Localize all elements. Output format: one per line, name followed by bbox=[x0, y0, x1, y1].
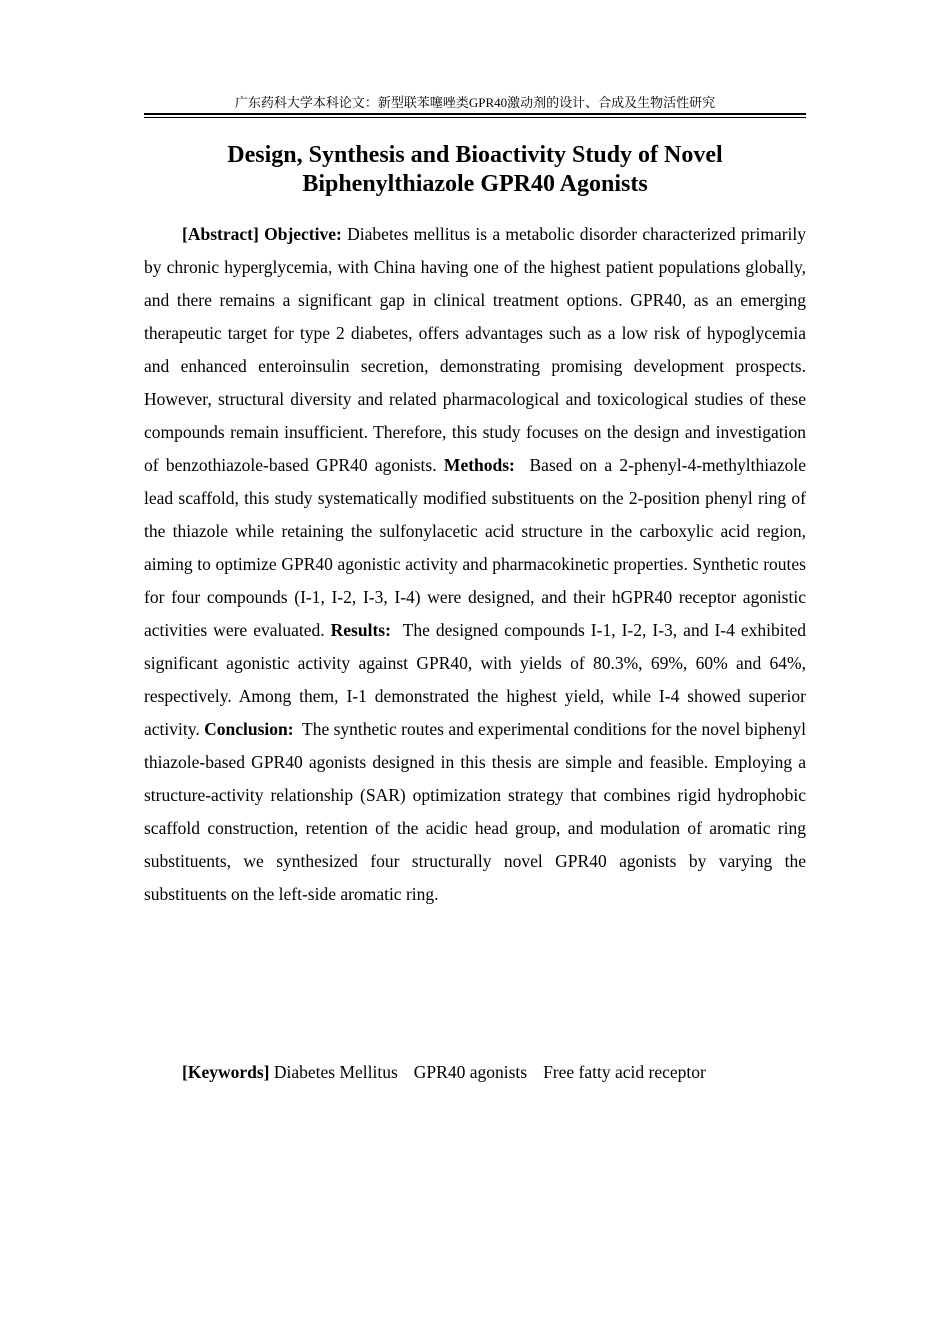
objective-label: Objective: bbox=[264, 224, 342, 244]
conclusion-label: Conclusion: bbox=[204, 719, 294, 739]
results-text: The designed compounds I-1, I-2, I-3, and I-4 exhibited significant agonistic activity against GPR40, with yields of 80.3%, 69%, 60% and 64%, respectively. Among them, I-1 demonstrated the highest yield, while I-4 showed superior activity. bbox=[144, 620, 806, 739]
abstract-paragraph bbox=[144, 218, 806, 911]
conclusion-text: The synthetic routes and experimental conditions for the novel biphenyl thiazole-based GPR40 agonists designed in this thesis are simple and feasible. Employing a structure-activity relationship (SAR) optimization strategy that combines rigid hydrophobic scaffold construction, retention of the acidic head group, and modulation of aromatic ring substituents, we synthesized four structurally novel GPR40 agonists by varying the substituents on the left-side aromatic ring. bbox=[144, 719, 807, 904]
paper-title bbox=[144, 141, 806, 199]
abstract-label: [Abstract] bbox=[182, 224, 259, 244]
header-rule-thick bbox=[144, 113, 806, 115]
keyword-item: Free fatty acid receptor bbox=[543, 1062, 706, 1082]
title-line-1: Design, Synthesis and Bioactivity Study of Novel bbox=[227, 142, 723, 168]
running-header: 广东药科大学本科论文：新型联苯噻唑类GPR40激动剂的设计、合成及生物活性研究 bbox=[234, 95, 716, 110]
methods-text: Based on a 2-phenyl-4-methylthiazole lead scaffold, this study systematically modified substituents on the 2-position phenyl ring of the thiazole while retaining the sulfonylacetic acid structure in the carboxylic acid region, aiming to optimize GPR40 agonistic activity and pharmacokinetic properties. Synthetic routes for four compounds (I-1, I-2, I-3, I-4) were designed, and their hGPR40 receptor agonistic activities were evaluated. bbox=[144, 455, 807, 640]
objective-text: Diabetes mellitus is a metabolic disorder characterized primarily by chronic hyperglycemia, with China having one of the highest patient populations globally, and there remains a significant gap in clinical treatment options. GPR40, as an emerging therapeutic target for type 2 diabetes, offers advantages such as a low risk of hypoglycemia and enhanced enteroinsulin secretion, demonstrating promising development prospects. However, structural diversity and related pharmacological and toxicological studies of these compounds remain insufficient. Therefore, this study focuses on the design and investigation of benzothiazole-based GPR40 agonists. bbox=[144, 224, 807, 475]
keywords-label: [Keywords] bbox=[182, 1062, 270, 1082]
results-label: Results: bbox=[330, 620, 391, 640]
keyword-item: GPR40 agonists bbox=[413, 1062, 528, 1082]
header-rule-thin bbox=[144, 117, 806, 118]
keyword-item: Diabetes Mellitus bbox=[273, 1062, 398, 1082]
title-line-2: Biphenylthiazole GPR40 Agonists bbox=[302, 171, 648, 197]
methods-label: Methods: bbox=[443, 455, 515, 475]
keywords-line bbox=[182, 1057, 806, 1087]
